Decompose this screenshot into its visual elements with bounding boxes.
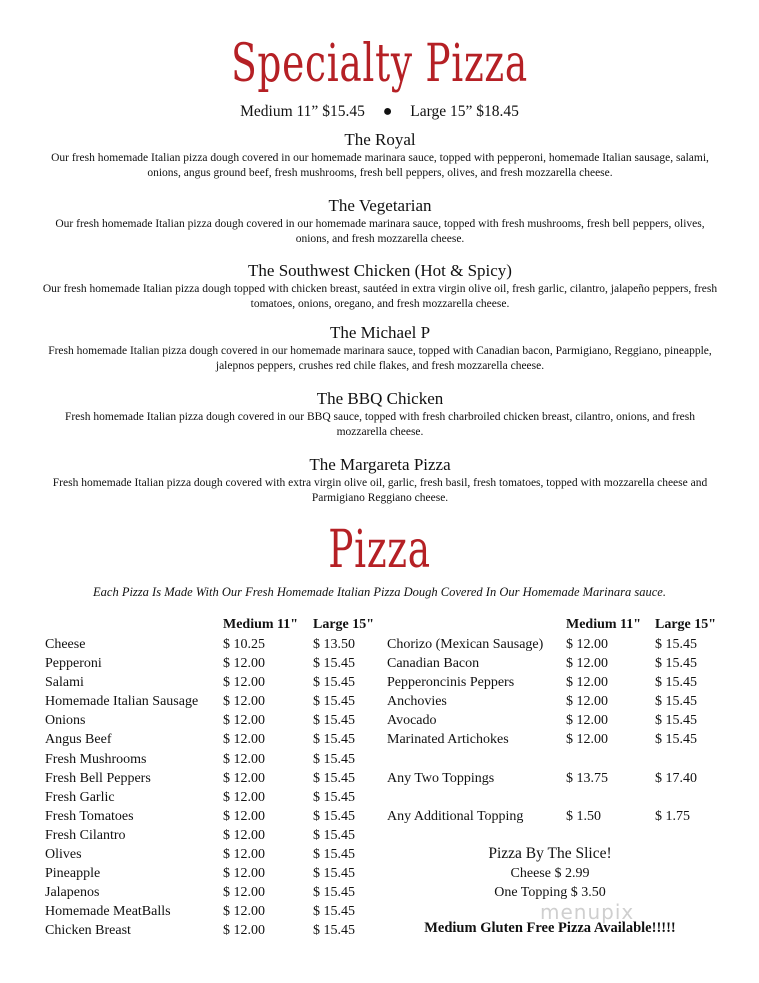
- item-description: Our fresh homemade Italian pizza dough covered in our homemade marinara sauce, topped with fresh mushrooms, fresh bell peppers, olives, onions, and fresh mozzarella cheese.: [55, 218, 705, 245]
- medium-price: $ 12.00: [223, 789, 265, 805]
- large-price: $ 15.45: [313, 885, 355, 901]
- table-row: [45, 788, 355, 807]
- item-name: The BBQ Chicken: [316, 389, 444, 408]
- large-price: $ 15.45: [313, 866, 355, 882]
- table-row: [387, 730, 697, 749]
- medium-price: $ 12.00: [223, 713, 265, 729]
- medium-price: $ 12.00: [566, 675, 608, 691]
- table-row: [45, 750, 355, 769]
- medium-price: $ 12.00: [223, 866, 265, 882]
- right-header-large: Large 15": [655, 617, 717, 632]
- price-medium: Medium 11” $15.45: [240, 103, 365, 120]
- large-price: $ 15.45: [655, 713, 697, 729]
- medium-price: $ 12.00: [223, 656, 265, 672]
- large-price: $ 15.45: [655, 732, 697, 748]
- large-price: $ 17.40: [655, 770, 697, 786]
- large-price: $ 15.45: [655, 694, 697, 710]
- large-price: $ 15.45: [655, 637, 697, 652]
- specialty-prices: [0, 103, 759, 121]
- large-price: $ 15.45: [313, 656, 355, 672]
- medium-price: $ 12.00: [223, 732, 265, 748]
- item-description: Fresh homemade Italian pizza dough covered in our homemade marinara sauce, topped with Canadian bacon, Parmigiano, Reggiano, pineapple, jalepnos peppers, crushes red chile flakes, and fresh mozzarella cheese.: [48, 345, 712, 372]
- table-row: [45, 730, 355, 749]
- topping-name: Pepperoni: [45, 656, 102, 672]
- specialty-item: [40, 130, 720, 181]
- pizza-table-left: [45, 635, 355, 941]
- table-row: [45, 635, 355, 654]
- medium-price: $ 12.00: [223, 675, 265, 691]
- table-row: [45, 769, 355, 788]
- topping-name: Canadian Bacon: [387, 656, 480, 672]
- topping-name: Anchovies: [387, 694, 447, 710]
- left-header-large: Large 15": [313, 617, 375, 632]
- topping-name: Avocado: [387, 713, 437, 729]
- bullet-icon: ●: [382, 103, 393, 120]
- table-row: [387, 654, 697, 673]
- table-row: [45, 883, 355, 902]
- item-name: The Vegetarian: [328, 196, 432, 215]
- table-row: [387, 711, 697, 730]
- table-row: [45, 807, 355, 826]
- table-row: [387, 788, 697, 807]
- specialty-item: [40, 323, 720, 374]
- large-price: $ 15.45: [313, 732, 355, 748]
- table-row: [45, 902, 355, 921]
- specialty-item: [40, 455, 720, 506]
- medium-price: $ 12.00: [223, 827, 265, 843]
- large-price: $ 15.45: [313, 713, 355, 729]
- item-description: Our fresh homemade Italian pizza dough covered in our homemade marinara sauce, topped with pepperoni, homemade Italian sausage, salami, onions, angus ground beef, fresh mushrooms, fresh bell peppers, olives, and fresh mozzarella cheese.: [51, 152, 709, 179]
- item-name: The Southwest Chicken (Hot & Spicy): [248, 261, 512, 280]
- pizza-intro: Each Pizza Is Made With Our Fresh Homemade Italian Pizza Dough Covered In Our Homemade Marinara sauce.: [93, 585, 666, 599]
- medium-price: $ 13.75: [566, 770, 608, 786]
- large-price: $ 15.45: [313, 694, 355, 710]
- medium-price: $ 12.00: [223, 808, 265, 824]
- topping-name: Any Additional Topping: [387, 808, 524, 824]
- large-price: $ 15.45: [313, 675, 355, 691]
- medium-price: $ 12.00: [566, 694, 608, 710]
- topping-name: Fresh Bell Peppers: [45, 770, 151, 786]
- specialty-item: [40, 389, 720, 440]
- topping-name: Chicken Breast: [45, 923, 131, 939]
- watermark: menupix: [540, 900, 635, 924]
- topping-name: Fresh Cilantro: [45, 827, 126, 843]
- table-row: [45, 711, 355, 730]
- pizza-title: Pizza: [328, 520, 431, 580]
- table-row: [45, 921, 355, 940]
- topping-name: Fresh Garlic: [45, 789, 115, 805]
- slice-title: Pizza By The Slice!: [488, 845, 612, 862]
- large-price: $ 15.45: [313, 789, 355, 805]
- topping-name: Pepperoncinis Peppers: [387, 675, 515, 691]
- specialty-item: [40, 196, 720, 247]
- large-price: $ 13.50: [313, 637, 355, 652]
- large-price: $ 15.45: [313, 904, 355, 920]
- topping-name: Jalapenos: [45, 885, 100, 901]
- medium-price: $ 12.00: [566, 637, 608, 652]
- slice-cheese-price: Cheese $ 2.99: [510, 866, 590, 881]
- table-row: [387, 769, 697, 788]
- topping-name: Homemade MeatBalls: [45, 904, 171, 920]
- medium-price: $ 1.50: [566, 808, 601, 824]
- table-row: [387, 750, 697, 769]
- item-name: The Michael P: [329, 323, 431, 342]
- topping-name: Pineapple: [45, 866, 101, 882]
- large-price: $ 15.45: [313, 770, 355, 786]
- table-row: [45, 826, 355, 845]
- medium-price: $ 12.00: [566, 732, 608, 748]
- large-price: $ 15.45: [313, 923, 355, 939]
- slice-topping-price: One Topping $ 3.50: [494, 885, 606, 900]
- topping-name: Chorizo (Mexican Sausage): [387, 637, 544, 652]
- large-price: $ 15.45: [313, 808, 355, 824]
- table-row: [45, 654, 355, 673]
- medium-price: $ 12.00: [223, 923, 265, 939]
- topping-name: Olives: [45, 847, 82, 863]
- item-description: Fresh homemade Italian pizza dough covered in our BBQ sauce, topped with fresh charbroiled chicken breast, cilantro, onions, and fresh mozzarella cheese.: [64, 411, 696, 438]
- topping-name: Marinated Artichokes: [387, 732, 509, 748]
- large-price: $ 1.75: [655, 808, 690, 824]
- specialty-pizza-title: Specialty Pizza: [231, 34, 528, 94]
- large-price: $ 15.45: [655, 656, 697, 672]
- topping-name: Any Two Toppings: [387, 770, 495, 786]
- topping-name: Onions: [45, 713, 86, 729]
- table-row: [387, 635, 697, 654]
- table-row: [45, 673, 355, 692]
- medium-price: $ 12.00: [223, 904, 265, 920]
- topping-name: Fresh Mushrooms: [45, 751, 147, 767]
- table-row: [45, 692, 355, 711]
- topping-name: Fresh Tomatoes: [45, 808, 134, 824]
- table-row: [387, 692, 697, 711]
- medium-price: $ 12.00: [566, 713, 608, 729]
- topping-name: Angus Beef: [45, 732, 112, 748]
- item-description: Our fresh homemade Italian pizza dough topped with chicken breast, sautéed in extra virgin olive oil, fresh garlic, cilantro, jalapeño peppers, fresh tomatoes, onions, oregano, and fresh mozzarella cheese.: [42, 283, 718, 310]
- left-header-medium: Medium 11": [223, 617, 299, 632]
- gluten-free-notice: Medium Gluten Free Pizza Available!!!!!: [424, 920, 676, 936]
- medium-price: $ 12.00: [223, 751, 265, 767]
- topping-name: Cheese: [45, 637, 86, 652]
- pizza-table-right: [387, 635, 697, 826]
- medium-price: $ 12.00: [223, 885, 265, 901]
- table-row: [387, 807, 697, 826]
- specialty-item: [40, 261, 720, 312]
- right-header-medium: Medium 11": [566, 617, 642, 632]
- item-name: The Royal: [344, 130, 416, 149]
- medium-price: $ 12.00: [223, 694, 265, 710]
- topping-name: Salami: [45, 675, 84, 691]
- item-name: The Margareta Pizza: [309, 455, 451, 474]
- table-row: [45, 864, 355, 883]
- table-row: [45, 845, 355, 864]
- large-price: $ 15.45: [313, 847, 355, 863]
- price-large: Large 15” $18.45: [410, 103, 519, 120]
- topping-name: Homemade Italian Sausage: [45, 694, 199, 710]
- large-price: $ 15.45: [313, 751, 355, 767]
- item-description: Fresh homemade Italian pizza dough covered with extra virgin olive oil, garlic, fresh basil, fresh tomatoes, topped with mozzarella cheese and Parmigiano Reggiano cheese.: [52, 477, 708, 504]
- medium-price: $ 12.00: [566, 656, 608, 672]
- large-price: $ 15.45: [655, 675, 697, 691]
- medium-price: $ 12.00: [223, 847, 265, 863]
- large-price: $ 15.45: [313, 827, 355, 843]
- table-row: [387, 673, 697, 692]
- medium-price: $ 12.00: [223, 770, 265, 786]
- medium-price: $ 10.25: [223, 637, 265, 652]
